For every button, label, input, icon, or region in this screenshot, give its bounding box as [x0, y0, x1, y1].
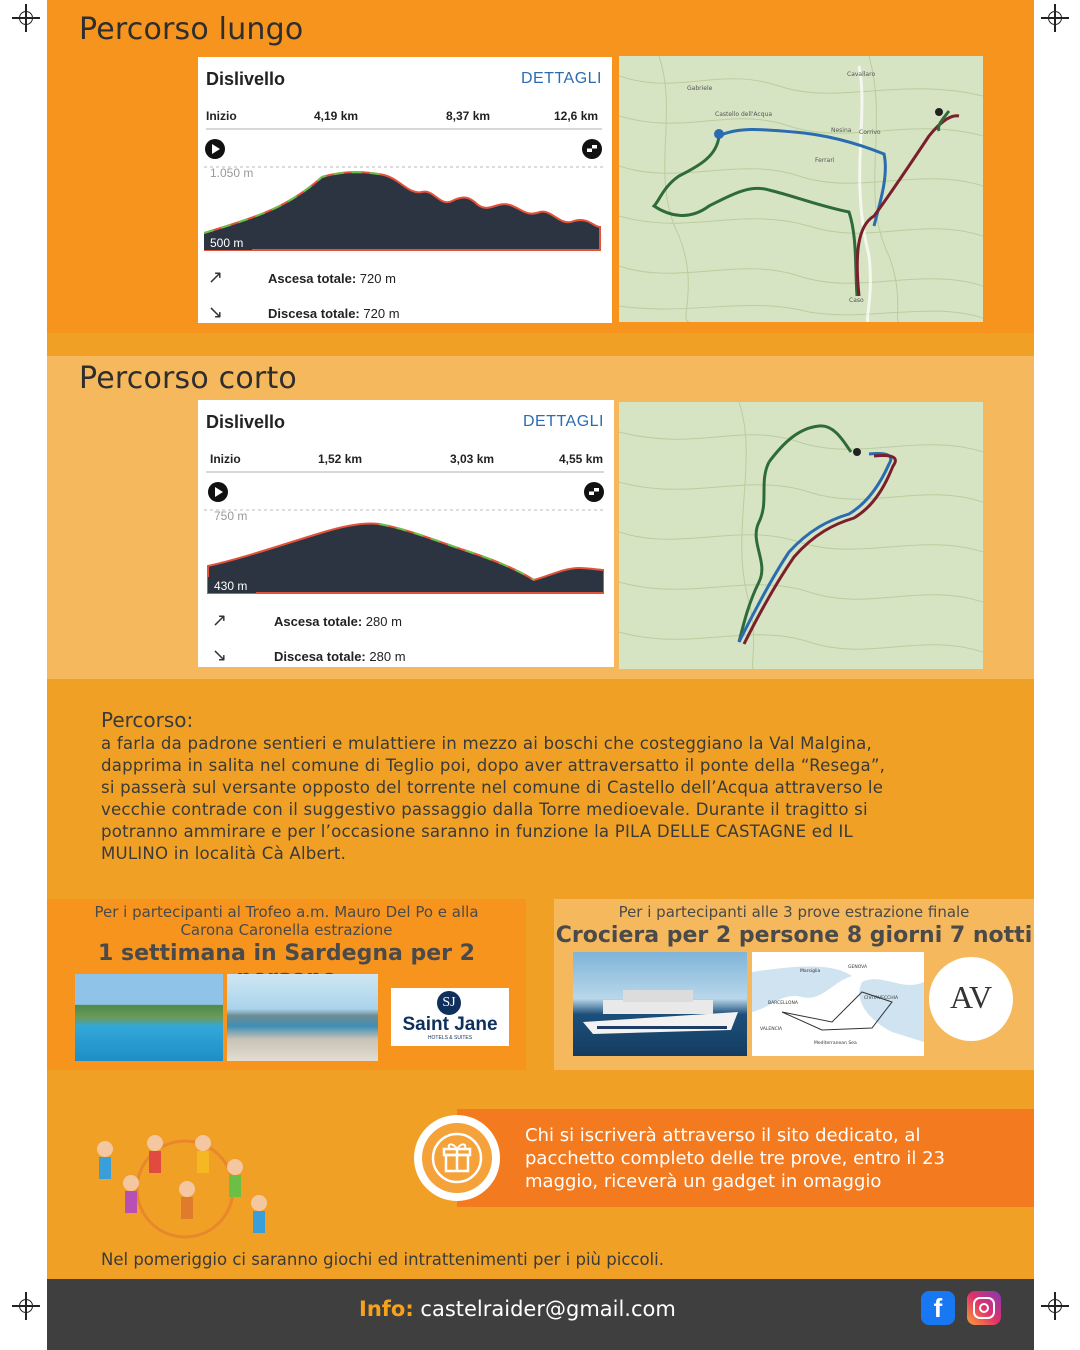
- long-elevation-card: [198, 57, 612, 323]
- saint-jane-logo: SJ Saint Jane HOTELS & SUITES: [391, 988, 509, 1046]
- km-end: 4,55 km: [559, 452, 604, 466]
- info-label: Info:: [359, 1297, 414, 1321]
- flyer-page: [47, 0, 1034, 1350]
- beach-umbrellas-photo: [227, 974, 378, 1061]
- resort-pool-photo: [75, 974, 223, 1061]
- elev-top-label: 1.050 m: [210, 166, 254, 180]
- km-axis: [206, 471, 604, 473]
- descent-arrow-icon: ↘: [212, 645, 228, 666]
- svg-text:Ferrari: Ferrari: [815, 157, 835, 164]
- short-route-map[interactable]: [619, 402, 983, 669]
- crop-mark-bottom-left: [12, 1292, 40, 1320]
- finish-flag-icon: [584, 482, 604, 502]
- details-link[interactable]: DETTAGLI: [522, 413, 604, 430]
- ascent-arrow-icon: ↗: [208, 267, 224, 288]
- km-mark-2: 3,03 km: [450, 452, 495, 466]
- kids-entertainment-note: Nel pomeriggio ci saranno giochi ed intrattenimenti per i più piccoli.: [101, 1250, 664, 1269]
- elev-bottom-label: 430 m: [214, 579, 248, 593]
- crop-mark-top-left: [12, 4, 40, 32]
- descent-stat: Discesa totale: 720 m: [268, 306, 400, 321]
- crop-mark-top-right: [1041, 4, 1069, 32]
- km-mark-1: 4,19 km: [314, 109, 359, 123]
- descent-arrow-icon: ↘: [208, 302, 224, 323]
- kids-playing-illustration: [95, 1131, 275, 1243]
- gift-badge: [414, 1115, 500, 1201]
- route-description: [101, 707, 981, 865]
- svg-text:Cavallaro: Cavallaro: [847, 71, 876, 78]
- prize-b-line1: Per i partecipanti alle 3 prove estrazione finale: [618, 903, 970, 921]
- cruise-prize-panel: [554, 899, 1034, 1070]
- short-route-title: Percorso corto: [79, 361, 297, 396]
- svg-text:Caso: Caso: [849, 297, 864, 304]
- travel-agency-logo: AV: [929, 957, 1013, 1041]
- facebook-icon[interactable]: f: [921, 1291, 955, 1325]
- description-line: potranno ammirare e per l’occasione saranno in funzione la PILA DELLE CASTAGNE ed IL: [101, 822, 853, 841]
- gift-icon: [422, 1123, 492, 1193]
- description-line: a farla da padrone sentieri e mulattiere in mezzo ai boschi che costeggiano la Val Malgina,: [101, 734, 872, 753]
- gift-banner: [457, 1109, 1034, 1207]
- finish-flag-icon: [582, 139, 602, 159]
- svg-text:VALENCIA: VALENCIA: [760, 1027, 783, 1032]
- description-line: MULINO in località Cà Albert.: [101, 844, 347, 863]
- prize-a-line2: Carona Caronella estrazione: [180, 921, 393, 939]
- km-end: 12,6 km: [554, 109, 599, 123]
- sardinia-prize-panel: [47, 899, 526, 1070]
- short-route-section: [47, 356, 1034, 679]
- short-elevation-profile: [204, 480, 604, 598]
- prize-a-headline: 1 settimana in Sardegna per 2: [98, 941, 475, 966]
- ascent-stat: Ascesa totale: 720 m: [268, 271, 396, 286]
- contact-email[interactable]: castelraider@gmail.com: [420, 1297, 676, 1321]
- crop-mark-bottom-right: [1041, 1292, 1069, 1320]
- svg-text:BARCELLONA: BARCELLONA: [768, 1001, 798, 1006]
- elev-top-label: 750 m: [214, 509, 248, 523]
- svg-text:Castello dell'Acqua: Castello dell'Acqua: [715, 111, 773, 118]
- short-elevation-card: [198, 400, 614, 667]
- svg-text:CIVITAVECCHIA: CIVITAVECCHIA: [864, 996, 899, 1001]
- ascent-arrow-icon: ↗: [212, 610, 228, 631]
- long-route-map[interactable]: [619, 56, 983, 322]
- footer-bar: [47, 1279, 1034, 1350]
- km-start: Inizio: [206, 109, 237, 123]
- prize-b-headline: Crociera per 2 persone 8 giorni 7 notti: [555, 923, 1033, 948]
- cruise-ship-photo: [573, 952, 747, 1056]
- ascent-stat: Ascesa totale: 280 m: [274, 614, 402, 629]
- svg-text:Corrivo: Corrivo: [859, 129, 881, 136]
- svg-text:Nesina: Nesina: [831, 127, 852, 134]
- details-link[interactable]: DETTAGLI: [520, 70, 602, 87]
- elevation-header: Dislivello: [206, 69, 286, 89]
- svg-text:GENOVA: GENOVA: [848, 965, 868, 970]
- svg-text:Mediterranean Sea: Mediterranean Sea: [814, 1041, 857, 1046]
- description-title: Percorso:: [101, 708, 194, 732]
- svg-text:Gabriele: Gabriele: [687, 85, 713, 92]
- elev-bottom-label: 500 m: [210, 236, 244, 250]
- contact-info: [359, 1297, 676, 1321]
- instagram-icon[interactable]: [967, 1291, 1001, 1325]
- descent-stat: Discesa totale: 280 m: [274, 649, 406, 664]
- description-line: vecchie contrade con il suggestivo passaggio dalla Torre medioevale. Durante il tragitto si: [101, 800, 868, 819]
- elevation-header: Dislivello: [206, 412, 286, 432]
- svg-text:Marsiglia: Marsiglia: [800, 969, 821, 974]
- km-start: Inizio: [210, 452, 241, 466]
- km-axis: [206, 128, 602, 130]
- gift-text: Chi si iscriverà attraverso il sito dedicato, al pacchetto completo delle tre prove, entro il 23 maggio, riceverà un gadget in omaggio: [525, 1125, 945, 1192]
- prize-a-line1: Per i partecipanti al Trofeo a.m. Mauro Del Po e alla: [94, 903, 479, 921]
- long-route-title: Percorso lungo: [79, 12, 304, 47]
- km-mark-1: 1,52 km: [318, 452, 363, 466]
- cruise-route-map: [752, 952, 924, 1056]
- long-elevation-profile: [204, 137, 604, 255]
- long-route-section: [47, 0, 1034, 333]
- km-mark-2: 8,37 km: [446, 109, 491, 123]
- description-line: dapprima in salita nel comune di Teglio poi, dopo aver attraversatto il ponte della “Resega”,: [101, 756, 886, 775]
- description-line: si passerà sul versante opposto del torrente nel comune di Castello dell’Acqua attraverso le: [101, 778, 884, 797]
